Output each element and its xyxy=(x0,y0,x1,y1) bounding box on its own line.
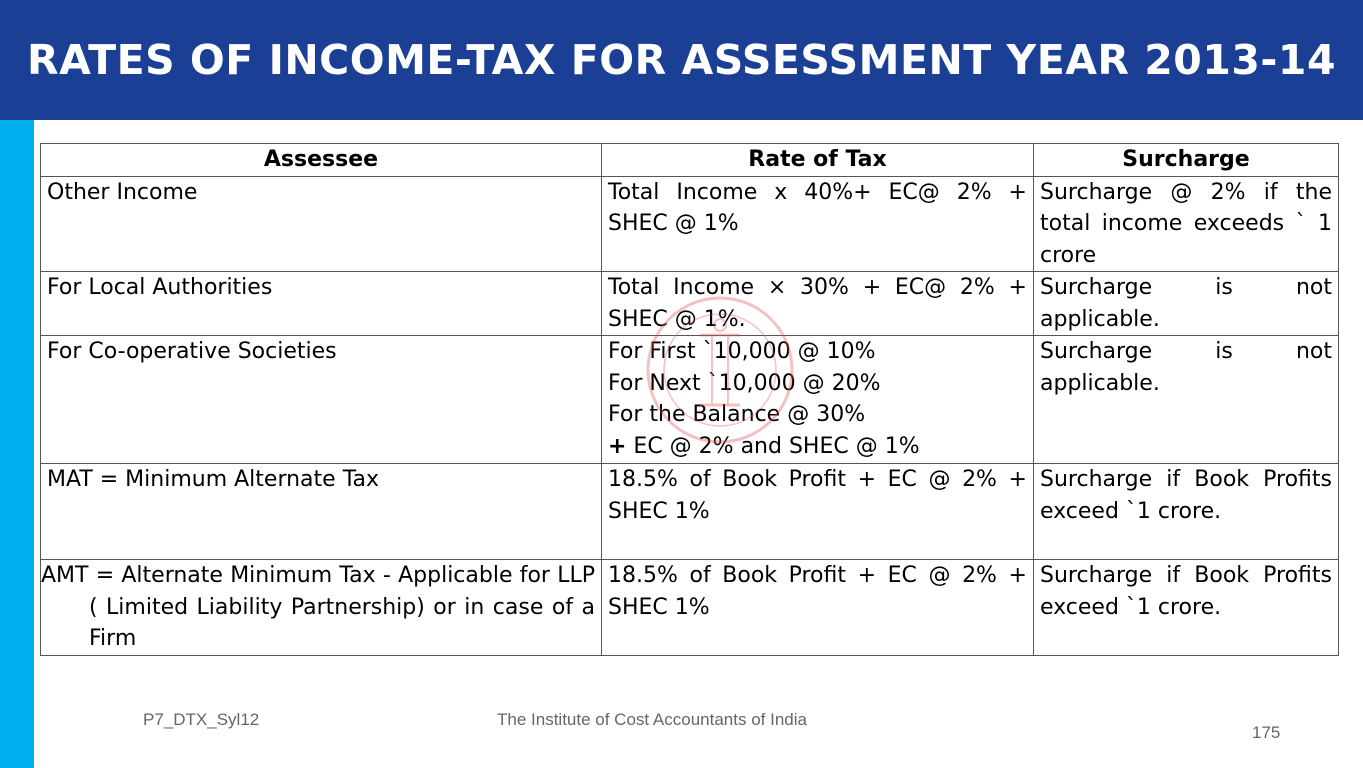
rate-line: For First `10,000 @ 10% xyxy=(608,339,876,364)
institute-seal-icon xyxy=(640,265,800,475)
footer-course-code: P7_DTX_Syl12 xyxy=(143,710,260,729)
page-title: RATES OF INCOME-TAX FOR ASSESSMENT YEAR 2013-14 xyxy=(27,36,1336,84)
rate-cell: 18.5% of Book Profit + EC @ 2% + SHEC 1% xyxy=(602,464,1034,560)
cess-text: EC @ 2% and SHEC @ 1% xyxy=(626,433,920,459)
assessee-cell: For Co-operative Societies xyxy=(41,336,602,464)
header-rate-of-tax: Rate of Tax xyxy=(602,144,1034,177)
assessee-cell: AMT = Alternate Minimum Tax - Applicable for LLP ( Limited Liability Partnership) or in case of a Firm xyxy=(41,560,602,656)
header-surcharge: Surcharge xyxy=(1034,144,1339,177)
assessee-cell: For Local Authorities xyxy=(41,272,602,336)
footer-institute: The Institute of Cost Accountants of India xyxy=(497,710,807,729)
rate-cell: 18.5% of Book Profit + EC @ 2% + SHEC 1% xyxy=(602,560,1034,656)
table-row xyxy=(41,464,1339,560)
header-assessee: Assessee xyxy=(41,144,602,177)
surcharge-cell: Surcharge @ 2% if the total income exceeds ` 1 crore xyxy=(1034,176,1339,272)
rate-cell: Total Income x 40%+ EC@ 2% + SHEC @ 1% xyxy=(602,176,1034,272)
rate-cell: Total Income × 30% + EC@ 2% + SHEC @ 1%. xyxy=(602,272,1034,336)
left-accent-bar xyxy=(0,120,34,768)
table-row xyxy=(41,176,1339,272)
surcharge-cell: Surcharge is not applicable. xyxy=(1034,336,1339,464)
assessee-cell: Other Income xyxy=(41,176,602,272)
page-number: 175 xyxy=(1252,723,1281,742)
surcharge-cell: Surcharge if Book Profits exceed `1 crore. xyxy=(1034,560,1339,656)
surcharge-cell: Surcharge if Book Profits exceed `1 crore. xyxy=(1034,464,1339,560)
plus-sign: + xyxy=(608,433,627,459)
surcharge-cell: Surcharge is not applicable. xyxy=(1034,272,1339,336)
rate-line: For Next `10,000 @ 20% xyxy=(608,370,881,396)
table-header-row xyxy=(41,144,1339,177)
rate-line: For the Balance @ 30% xyxy=(608,402,866,427)
title-banner xyxy=(0,0,1363,120)
table-row xyxy=(41,560,1339,656)
assessee-cell: MAT = Minimum Alternate Tax xyxy=(41,464,602,560)
